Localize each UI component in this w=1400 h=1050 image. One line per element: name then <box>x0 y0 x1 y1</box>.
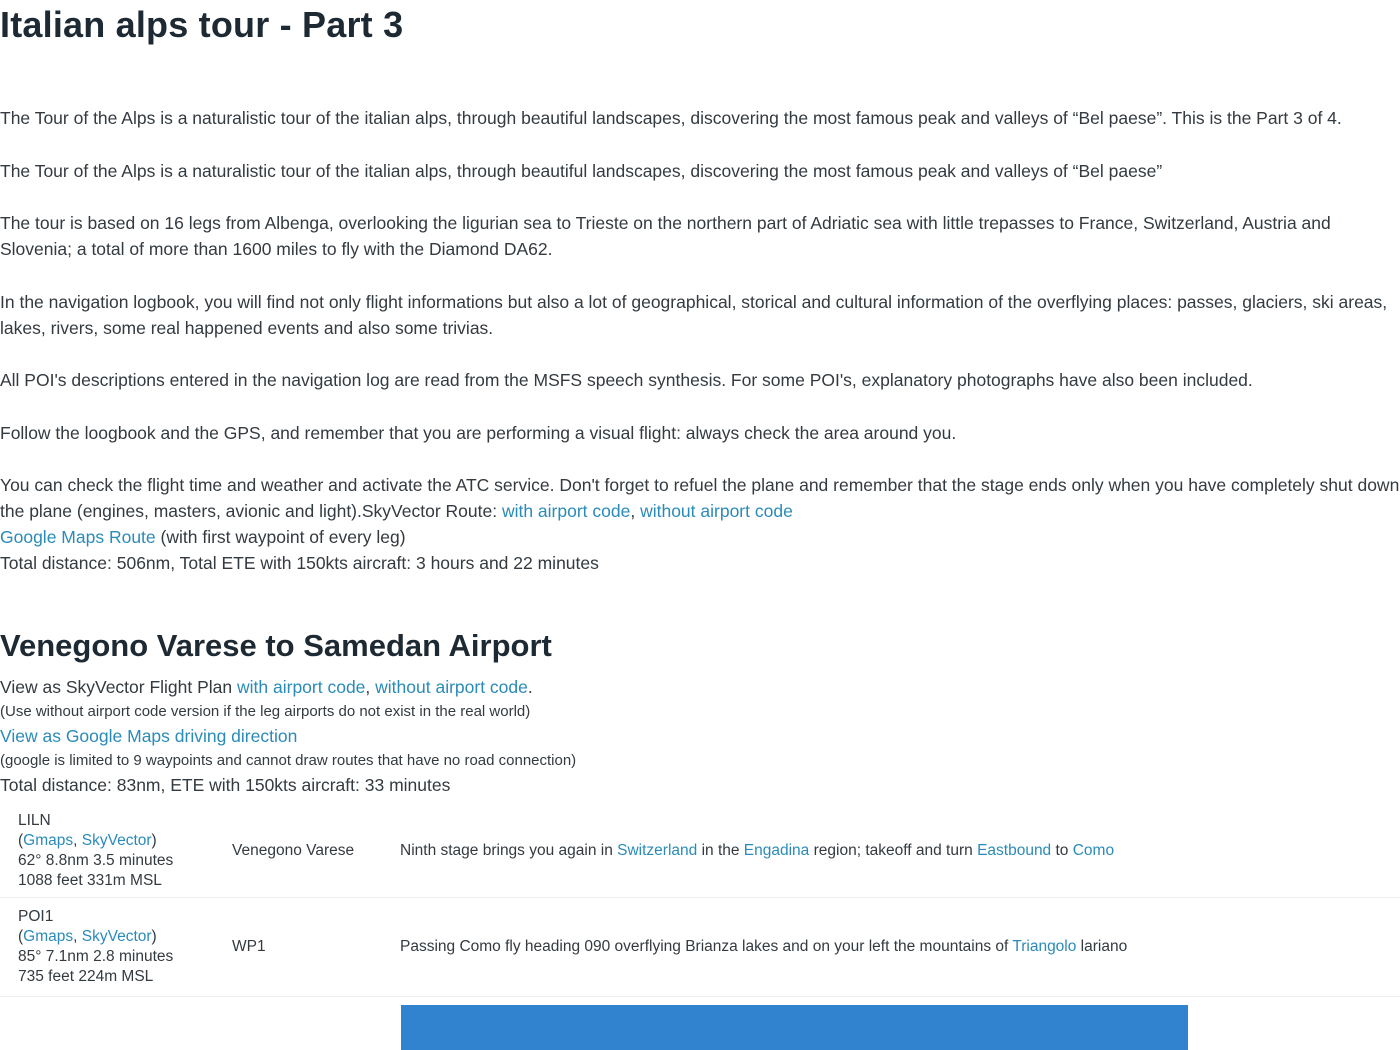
eastbound-link[interactable]: Eastbound <box>977 841 1052 859</box>
gmaps-link[interactable]: Gmaps <box>23 831 74 849</box>
link-separator: , <box>73 927 82 945</box>
waypoint-altitude: 735 feet 224m MSL <box>18 967 154 985</box>
description-text: in the <box>697 841 744 859</box>
waypoint-description <box>400 805 1400 897</box>
waypoint-links <box>18 831 232 851</box>
intro-paragraph-4: In the navigation logbook, you will find not only flight informations but also a lot of geographical, storical and cultural information of the overflying places: passes, glaciers, ski areas, lakes, rivers, some real happened events and also some trivias. <box>0 291 1388 338</box>
gmaps-route-line <box>0 524 1400 550</box>
table-row <box>0 897 1400 996</box>
leg-info <box>0 675 1400 798</box>
description-text: region; takeoff and turn <box>809 841 978 859</box>
table-row <box>0 805 1400 897</box>
paren: ( <box>18 927 24 945</box>
skyvector-link[interactable]: SkyVector <box>81 831 152 849</box>
skyvector-route-without-code-link[interactable]: without airport code <box>640 501 793 521</box>
gmaps-driving-line <box>0 724 1400 749</box>
waypoint-info <box>0 897 232 996</box>
waypoint-name: Venegono Varese <box>232 805 400 897</box>
intro-paragraph-6: Follow the loogbook and the GPS, and remember that you are performing a visual flight: always check the area around you. <box>0 422 957 443</box>
intro-section <box>0 105 1400 576</box>
description-text: Passing Como fly heading 090 overflying Brianza lakes and on your left the mountains of <box>400 937 1013 955</box>
link-separator: , <box>630 501 641 521</box>
waypoint-id: LILN <box>18 811 51 829</box>
gmaps-route-note: (with first waypoint of every leg) <box>155 527 406 547</box>
skyvector-plan-line <box>0 675 1400 700</box>
waypoint-description <box>400 897 1400 996</box>
skyvector-link[interactable]: SkyVector <box>81 927 152 945</box>
link-separator: , <box>365 677 376 697</box>
description-text: to <box>1051 841 1073 859</box>
waypoint-info <box>0 805 232 897</box>
skyvector-plan-prefix: View as SkyVector Flight Plan <box>0 677 238 697</box>
paren: ) <box>151 927 157 945</box>
paren: ) <box>151 831 157 849</box>
waypoint-id: POI1 <box>18 907 54 925</box>
waypoint-table <box>0 805 1400 997</box>
intro-paragraph-7 <box>0 472 1400 524</box>
page-title: Italian alps tour - Part 3 <box>0 4 404 45</box>
waypoint-heading: 62° 8.8nm 3.5 minutes <box>18 851 174 869</box>
leg-without-code-link[interactable]: without airport code <box>375 677 528 697</box>
intro-paragraph-5: All POI's descriptions entered in the navigation log are read from the MSFS speech synthesis. For some POI's, explanatory photographs have also been included. <box>0 370 1253 390</box>
skyvector-route-with-code-link[interactable]: with airport code <box>501 501 631 521</box>
link-separator: , <box>73 831 82 849</box>
intro-paragraph-2: The Tour of the Alps is a naturalistic tour of the italian alps, through beautiful landscapes, discovering the most famous peak and valleys of “Bel paese” <box>0 160 1163 181</box>
intro-paragraph-7-text: You can check the flight time and weather and activate the ATC service. Don't forget to refuel the plane and remember that the stage ends only when you have completely shut down the plane (engines, masters, avionic and light).SkyVector Route: <box>0 475 1400 521</box>
como-link[interactable]: Como <box>1072 841 1115 859</box>
engadina-link[interactable]: Engadina <box>743 841 810 859</box>
poi-photo <box>401 1005 1188 1050</box>
leg-total-distance: Total distance: 83nm, ETE with 150kts aircraft: 33 minutes <box>0 775 451 795</box>
gmaps-link[interactable]: Gmaps <box>23 927 74 945</box>
leg-title: Venegono Varese to Samedan Airport <box>0 628 552 663</box>
tour-total-distance: Total distance: 506nm, Total ETE with 150kts aircraft: 3 hours and 22 minutes <box>0 553 599 573</box>
switzerland-link[interactable]: Switzerland <box>617 841 698 859</box>
waypoint-name: WP1 <box>232 897 400 996</box>
leg-with-code-link[interactable]: with airport code <box>237 677 366 697</box>
paren: ( <box>18 831 24 849</box>
waypoint-links <box>18 927 232 947</box>
gmaps-limit-note: (google is limited to 9 waypoints and cannot draw routes that have no road connection) <box>0 752 577 769</box>
description-text: lariano <box>1076 937 1128 955</box>
intro-paragraph-1: The Tour of the Alps is a naturalistic tour of the italian alps, through beautiful landscapes, discovering the most famous peak and valleys of “Bel paese”. This is the Part 3 of 4. <box>0 108 1342 128</box>
waypoint-altitude: 1088 feet 331m MSL <box>18 871 162 889</box>
airport-code-note: (Use without airport code version if the leg airports do not exist in the real world) <box>0 703 531 720</box>
google-maps-driving-link[interactable]: View as Google Maps driving direction <box>0 726 298 746</box>
period: . <box>527 677 533 697</box>
triangolo-link[interactable]: Triangolo <box>1012 937 1077 955</box>
description-text: Ninth stage brings you again in <box>400 841 618 859</box>
google-maps-route-link[interactable]: Google Maps Route <box>0 527 156 547</box>
intro-paragraph-3: The tour is based on 16 legs from Albenga, overlooking the ligurian sea to Trieste on the northern part of Adriatic sea with little trepasses to France, Switzerland, Austria and Slovenia; a total of more than 1600 miles to fly with the Diamond DA62. <box>0 213 1331 259</box>
waypoint-heading: 85° 7.1nm 2.8 minutes <box>18 947 174 965</box>
